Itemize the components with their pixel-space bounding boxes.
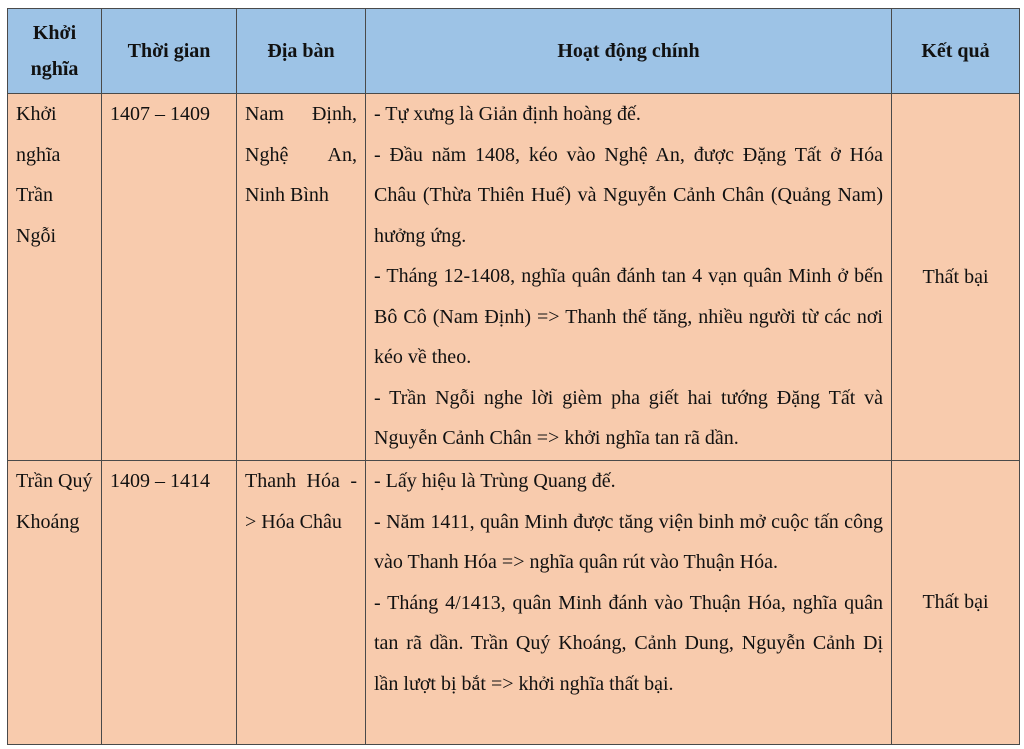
uprising-name-cell: Khởi nghĩa Trần Ngỗi [8, 94, 102, 461]
header-time: Thời gian [102, 9, 237, 94]
activity-item: - Tháng 12-1408, nghĩa quân đánh tan 4 vạn quân Minh ở bến Bô Cô (Nam Định) => Thanh thế tăng, nhiều người từ các nơi kéo về theo. [374, 265, 883, 368]
result-cell: Thất bại [892, 94, 1020, 461]
activity-item: - Năm 1411, quân Minh được tăng viện binh mở cuộc tấn công vào Thanh Hóa => nghĩa quân rút vào Thuận Hóa. [374, 510, 883, 573]
header-result: Kết quả [892, 9, 1020, 94]
uprising-name-cell: Trần Quý Khoáng [8, 461, 102, 745]
time-cell: 1407 – 1409 [102, 94, 237, 461]
activity-item: - Tự xưng là Giản định hoàng đế. [374, 103, 641, 125]
table-row [8, 94, 1020, 461]
uprisings-table [7, 8, 1020, 745]
header-uprising: Khởi nghĩa [8, 9, 102, 94]
area-cell: Nam Định, Nghệ An, Ninh Bình [237, 94, 366, 461]
header-activities: Hoạt động chính [366, 9, 892, 94]
table-header [8, 9, 1020, 94]
time-cell: 1409 – 1414 [102, 461, 237, 745]
result-cell: Thất bại [892, 461, 1020, 745]
activity-item: - Tháng 4/1413, quân Minh đánh vào Thuận Hóa, nghĩa quân tan rã dần. Trần Quý Khoáng, Cảnh Dung, Nguyễn Cảnh Dị lần lượt bị bắt => khởi nghĩa thất bại. [374, 591, 883, 695]
activity-item: - Lấy hiệu là Trùng Quang đế. [374, 470, 616, 492]
header-area: Địa bàn [237, 9, 366, 94]
activity-item: - Đầu năm 1408, kéo vào Nghệ An, được Đặng Tất ở Hóa Châu (Thừa Thiên Huế) và Nguyễn Cảnh Chân (Quảng Nam) hưởng ứng. [374, 143, 883, 247]
table-row [8, 461, 1020, 745]
area-cell: Thanh Hóa -> Hóa Châu [237, 461, 366, 745]
header-row [8, 9, 1020, 94]
activities-cell [366, 461, 892, 745]
activity-item: - Trần Ngỗi nghe lời gièm pha giết hai tướng Đặng Tất và Nguyễn Cảnh Chân => khởi nghĩa tan rã dần. [374, 386, 883, 449]
table-body [8, 94, 1020, 745]
activities-cell [366, 94, 892, 461]
